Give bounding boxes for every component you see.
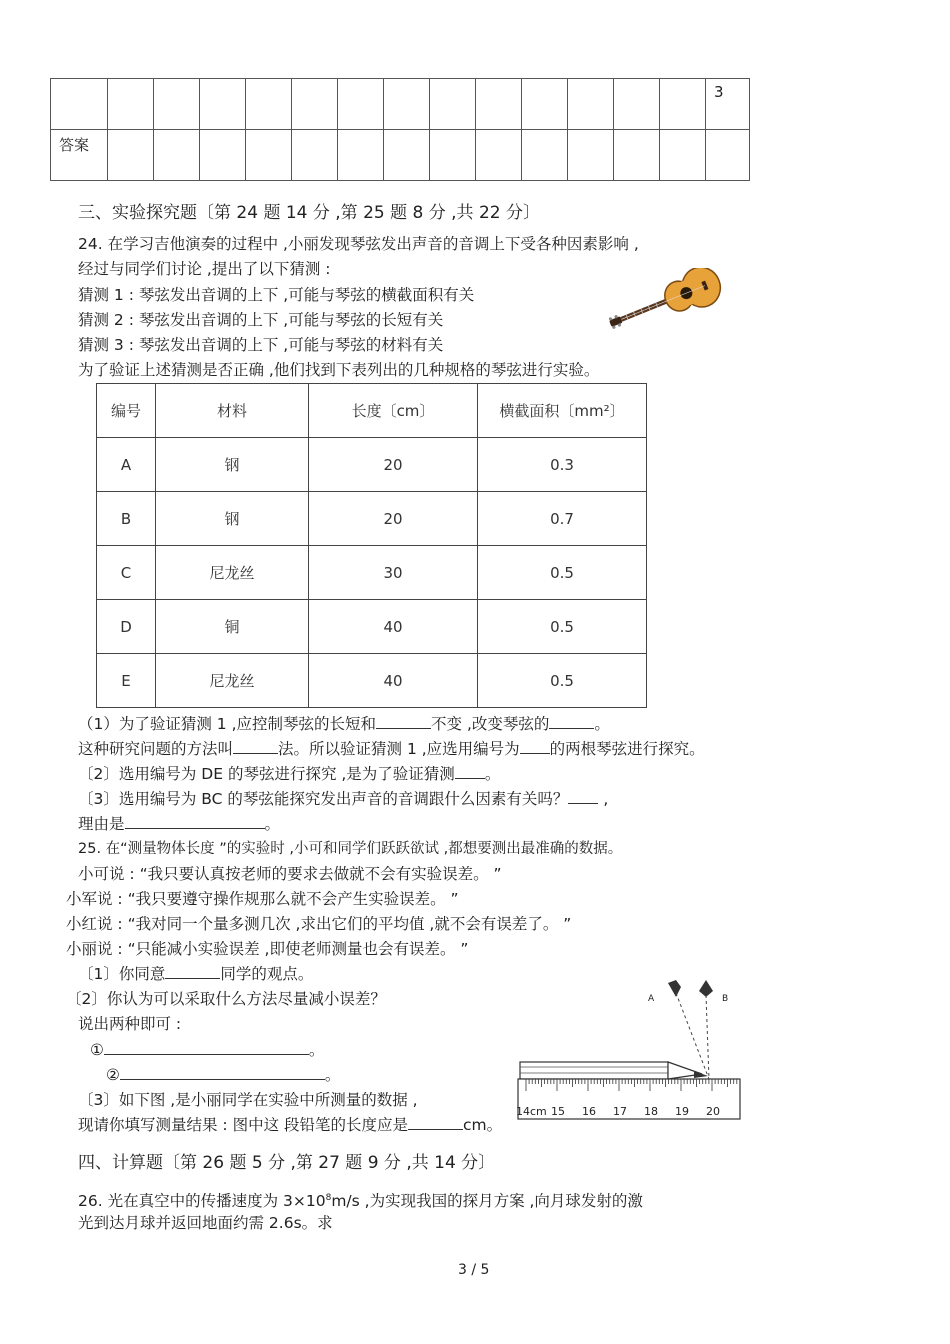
answer-blank[interactable]	[455, 764, 485, 779]
table-row	[97, 600, 647, 654]
eye-b-icon	[699, 980, 713, 997]
figure-label-a: A	[648, 994, 655, 1004]
q25-part1	[78, 962, 313, 987]
table-cell: 0.5	[478, 600, 647, 654]
q25-intro: 25. 在“测量物体长度 ”的实验时 ,小可和同学们跃跃欲试 ,都想要测出最准确的数据。	[78, 841, 623, 857]
q25-method-marker: ②	[106, 1066, 120, 1084]
answer-table	[50, 78, 750, 181]
q25-statement-2: 小军说 : “我只要遵守操作规那么就不会产生实验误差。 ”	[66, 890, 459, 908]
answer-cell[interactable]	[384, 130, 430, 181]
q25-part2: 〔2〕你认为可以采取什么方法尽量减小误差？	[66, 990, 386, 1008]
answer-cell[interactable]	[338, 130, 384, 181]
answer-blank[interactable]	[120, 1065, 325, 1080]
table-cell: 30	[309, 546, 478, 600]
answer-table-last-cell: 3	[706, 79, 750, 130]
table-cell: B	[97, 492, 156, 546]
q24-part2-text: 。	[484, 765, 501, 783]
q25-method-1	[90, 1038, 324, 1063]
ruler-tick-label: 19	[675, 1105, 689, 1118]
answer-table-cell	[246, 79, 292, 130]
eye-a-icon	[668, 980, 681, 997]
table-cell: 20	[309, 438, 478, 492]
table-header-cell: 横截面积〔mm²〕	[478, 384, 647, 438]
q26-text: 26. 光在真空中的传播速度为 3×10	[78, 1192, 326, 1211]
ruler-tick-label: 16	[582, 1105, 596, 1118]
table-cell: 0.7	[478, 492, 647, 546]
table-row	[97, 654, 647, 708]
q25-part2-hint: 说出两种即可 :	[78, 1015, 182, 1033]
table-cell: 0.5	[478, 546, 647, 600]
q24-intro-line1: 24. 在学习吉他演奏的过程中 ,小丽发现琴弦发出声音的音调上下受各种因素影响 ,	[78, 235, 639, 253]
answer-blank[interactable]	[520, 739, 550, 754]
table-header-cell: 编号	[97, 384, 156, 438]
answer-table-cell	[108, 79, 154, 130]
q24-guess3: 猜测 3 : 琴弦发出音调的上下 ,可能与琴弦的材料有关	[78, 336, 444, 354]
q24-part1-line1	[78, 712, 610, 737]
table-cell: E	[97, 654, 156, 708]
answer-blank[interactable]	[376, 714, 431, 729]
q24-part3-line2	[78, 812, 280, 837]
table-cell: D	[97, 600, 156, 654]
answer-cell[interactable]	[200, 130, 246, 181]
q24-part3-text: 〔3〕选用编号为 BC 的琴弦能探究发出声音的音调跟什么因素有关吗？	[78, 790, 569, 808]
section4-title: 四、计算题〔第 26 题 5 分 ,第 27 题 9 分 ,共 14 分〕	[78, 1153, 496, 1173]
section3-title: 三、实验探究题〔第 24 题 14 分 ,第 25 题 8 分 ,共 22 分〕	[78, 203, 540, 223]
q24-verify-line: 为了验证上述猜测是否正确 ,他们找到下表列出的几种规格的琴弦进行实验。	[78, 361, 600, 379]
q25-part1-text: 〔1〕你同意	[78, 965, 166, 983]
page-number: 3 / 5	[458, 1262, 490, 1278]
pencil-body	[520, 1062, 668, 1079]
q24-part3-text: ,	[598, 790, 609, 808]
q24-part2-text: 〔2〕选用编号为 DE 的琴弦进行探究 ,是为了验证猜测	[78, 765, 455, 783]
ruler-tick-label: 17	[613, 1105, 627, 1118]
answer-table-cell	[568, 79, 614, 130]
answer-cell[interactable]	[246, 130, 292, 181]
ruler-tick-label: 14cm	[516, 1105, 547, 1118]
q25-part3-line2	[78, 1113, 502, 1138]
answer-cell[interactable]	[476, 130, 522, 181]
answer-blank[interactable]	[408, 1115, 463, 1130]
answer-cell[interactable]	[108, 130, 154, 181]
q25-part3-text: 现请你填写测量结果 : 图中这 段铅笔的长度应是	[78, 1116, 409, 1134]
answer-blank[interactable]	[549, 714, 594, 729]
answer-blank[interactable]	[233, 739, 278, 754]
q24-intro-line2: 经过与同学们讨论 ,提出了以下猜测 :	[78, 260, 331, 278]
q25-part3-line1: 〔3〕如下图 ,是小丽同学在实验中所测量的数据 ,	[78, 1091, 418, 1109]
q25-part1-text: 同学的观点。	[220, 965, 314, 983]
q24-guess2: 猜测 2 : 琴弦发出音调的上下 ,可能与琴弦的长短有关	[78, 311, 444, 329]
q26-line2: 光到达月球并返回地面约需 2.6s。求	[78, 1214, 333, 1232]
answer-table-cell	[154, 79, 200, 130]
q24-part1-text: 的两根琴弦进行探究。	[549, 740, 705, 758]
table-cell: 铜	[156, 600, 309, 654]
answer-blank[interactable]	[125, 814, 265, 829]
answer-table-cell	[522, 79, 568, 130]
answer-table-cell	[384, 79, 430, 130]
q24-part2	[78, 762, 500, 787]
ruler-tick-label: 20	[706, 1105, 720, 1118]
table-row	[97, 438, 647, 492]
answer-table-cell	[51, 79, 108, 130]
figure-label-b: B	[722, 994, 729, 1004]
q24-guess1: 猜测 1 : 琴弦发出音调的上下 ,可能与琴弦的横截面积有关	[78, 286, 475, 304]
table-cell: 0.3	[478, 438, 647, 492]
answer-cell[interactable]	[430, 130, 476, 181]
q24-part1-text: 不变 ,改变琴弦的	[431, 715, 550, 733]
q25-method-end: 。	[308, 1041, 325, 1059]
answer-blank[interactable]	[104, 1040, 309, 1055]
q25-method-marker: ①	[90, 1041, 104, 1059]
answer-cell[interactable]	[706, 130, 750, 181]
q24-part1-text: （1）为了验证猜测 1 ,应控制琴弦的长短和	[78, 715, 377, 733]
table-cell: C	[97, 546, 156, 600]
q25-method-2	[106, 1063, 340, 1088]
q24-part3-text: 。	[264, 815, 281, 833]
answer-table-cell	[476, 79, 522, 130]
q24-part1-line2	[78, 737, 705, 762]
table-cell: 40	[309, 654, 478, 708]
pencil-ruler-figure	[516, 975, 746, 1125]
answer-blank[interactable]	[568, 789, 598, 804]
q26-text: m/s ,为实现我国的探月方案 ,向月球发射的激	[331, 1192, 643, 1211]
answer-row-label: 答案	[51, 130, 108, 181]
answer-table-cell	[338, 79, 384, 130]
answer-table-cell	[292, 79, 338, 130]
string-spec-table	[96, 383, 647, 708]
sight-line-b	[706, 995, 709, 1079]
answer-table-cell	[614, 79, 660, 130]
q25-method-end: 。	[324, 1066, 341, 1084]
answer-cell[interactable]	[568, 130, 614, 181]
q25-statement-4: 小丽说 : “只能减小实验误差 ,即使老师测量也会有误差。 ”	[66, 940, 469, 958]
answer-cell[interactable]	[660, 130, 706, 181]
q25-statement-1: 小可说 : “我只要认真按老师的要求去做就不会有实验误差。 ”	[78, 865, 502, 883]
q25-part3-text: cm。	[463, 1116, 503, 1134]
answer-table-cell	[200, 79, 246, 130]
table-cell: 钢	[156, 492, 309, 546]
q24-part3-text: 理由是	[78, 815, 125, 833]
table-cell: 尼龙丝	[156, 546, 309, 600]
table-cell: 40	[309, 600, 478, 654]
table-cell: 20	[309, 492, 478, 546]
answer-blank[interactable]	[165, 964, 220, 979]
q25-statement-3: 小红说 : “我对同一个量多测几次 ,求出它们的平均值 ,就不会有误差了。 ”	[66, 915, 572, 933]
answer-cell[interactable]	[614, 130, 660, 181]
answer-cell[interactable]	[522, 130, 568, 181]
q26-exponent: 8	[325, 1193, 332, 1203]
q24-part1-text: 法。所以验证猜测 1 ,应选用编号为	[278, 740, 520, 758]
ruler-tick-label: 15	[551, 1105, 565, 1118]
guitar-image	[598, 268, 728, 336]
answer-cell[interactable]	[154, 130, 200, 181]
table-cell: 0.5	[478, 654, 647, 708]
q24-part3-line1	[78, 787, 608, 812]
table-header-cell: 材料	[156, 384, 309, 438]
answer-cell[interactable]	[292, 130, 338, 181]
q26-line1	[78, 1186, 643, 1214]
q24-part1-text: 。	[594, 715, 610, 733]
table-cell: 尼龙丝	[156, 654, 309, 708]
table-cell: 钢	[156, 438, 309, 492]
ruler-tick-label: 18	[644, 1105, 658, 1118]
table-row	[97, 492, 647, 546]
q24-part1-text: 这种研究问题的方法叫	[78, 740, 234, 758]
answer-table-cell	[660, 79, 706, 130]
table-header-cell: 长度〔cm〕	[309, 384, 478, 438]
table-row	[97, 546, 647, 600]
answer-table-cell	[430, 79, 476, 130]
table-cell: A	[97, 438, 156, 492]
